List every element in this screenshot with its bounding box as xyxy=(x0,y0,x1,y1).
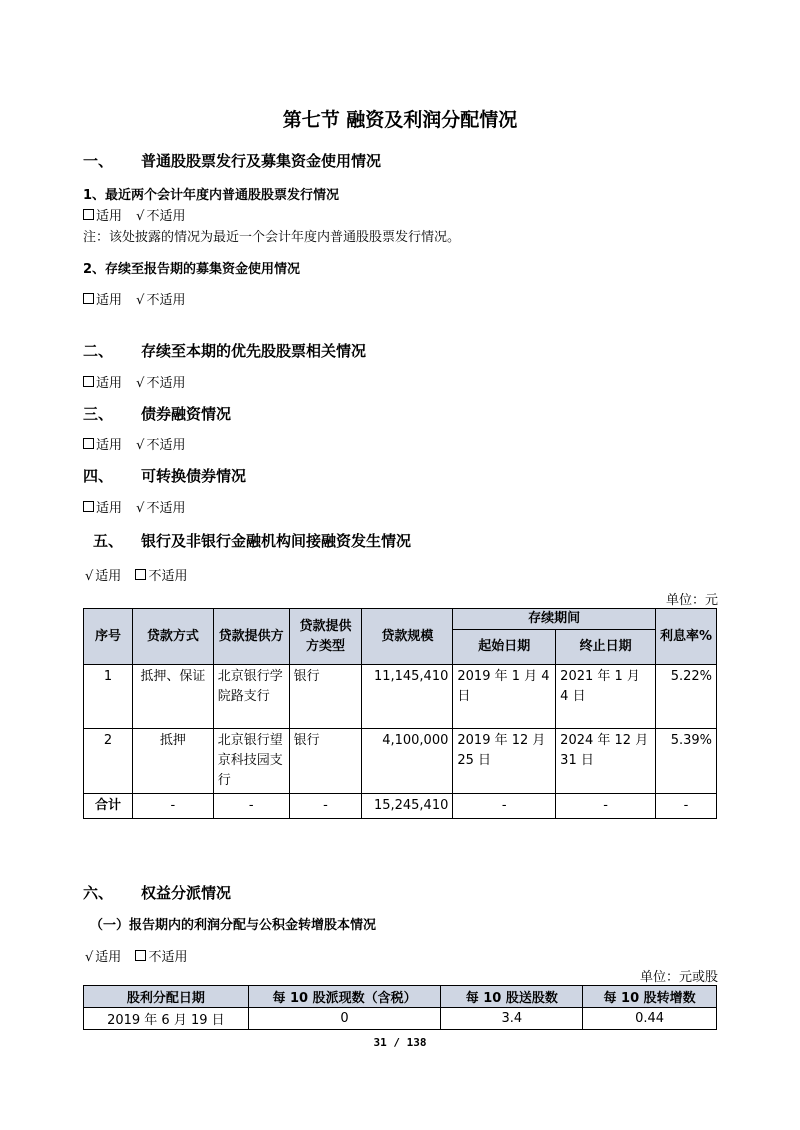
unchecked-box-icon xyxy=(83,438,94,449)
cell-no: 1 xyxy=(84,665,133,729)
header-period: 存续期间 xyxy=(453,609,656,630)
cell-total-amount: 15,245,410 xyxy=(362,794,453,819)
cell-lender: 北京银行望京科技园支行 xyxy=(213,729,289,794)
unchecked-box-icon xyxy=(83,293,94,304)
section-5-title: 银行及非银行金融机构间接融资发生情况 xyxy=(141,532,412,550)
table-row xyxy=(84,1008,717,1030)
unchecked-box-icon xyxy=(135,950,146,961)
section-3-title: 债券融资情况 xyxy=(141,405,232,423)
header-start: 起始日期 xyxy=(453,630,556,665)
cell-lender: 北京银行学院路支行 xyxy=(213,665,289,729)
checkmark-icon: √ xyxy=(85,950,94,965)
s3-options xyxy=(83,434,185,453)
section-6-heading xyxy=(83,882,231,903)
section-6-number: 六、 xyxy=(83,884,114,902)
option-applicable: 适用 xyxy=(96,209,123,224)
table-total-row xyxy=(84,794,717,819)
cell-lender-type: 银行 xyxy=(289,729,362,794)
section-6-sub1: （一）报告期内的利润分配与公积金转增股本情况 xyxy=(90,918,377,933)
option-applicable: 适用 xyxy=(96,293,123,308)
s6-unit: 单位：元或股 xyxy=(639,970,718,985)
header-end: 终止日期 xyxy=(556,630,656,665)
section-4-heading xyxy=(83,465,246,486)
page-title: 第七节 融资及利润分配情况 xyxy=(282,109,518,131)
cell-amount: 11,145,410 xyxy=(362,665,453,729)
section-2-heading xyxy=(83,340,366,361)
dividend-header-row xyxy=(84,986,717,1008)
s2-options xyxy=(83,372,185,391)
cell-start: 2019 年 12 月 25 日 xyxy=(453,729,556,794)
option-not-applicable: 不适用 xyxy=(146,501,186,516)
section-2-title: 存续至本期的优先股股票相关情况 xyxy=(141,342,367,360)
cell-dash: - xyxy=(213,794,289,819)
section-6-title: 权益分派情况 xyxy=(141,884,232,902)
cell-dash: - xyxy=(289,794,362,819)
option-not-applicable: 不适用 xyxy=(146,376,186,391)
checkmark-icon: √ xyxy=(136,438,145,453)
option-not-applicable: 不适用 xyxy=(146,293,186,308)
unchecked-box-icon xyxy=(83,209,94,220)
cell-end: 2021 年 1 月 4 日 xyxy=(556,665,656,729)
cell-method: 抵押 xyxy=(132,729,213,794)
option-not-applicable: 不适用 xyxy=(148,569,188,584)
header-transfer-per-10: 每 10 股转增数 xyxy=(583,986,717,1008)
section-1-title: 普通股股票发行及募集资金使用情况 xyxy=(141,152,382,170)
cell-dash: - xyxy=(453,794,556,819)
page-number: 31 / 138 xyxy=(373,1036,427,1049)
option-not-applicable: 不适用 xyxy=(146,209,186,224)
section-3-heading xyxy=(83,403,231,424)
cell-dash: - xyxy=(556,794,656,819)
header-bonus-per-10: 每 10 股送股数 xyxy=(441,986,583,1008)
section-5-heading xyxy=(93,530,411,551)
checkmark-icon: √ xyxy=(136,293,145,308)
header-method: 贷款方式 xyxy=(132,609,213,665)
cell-dividend-date: 2019 年 6 月 19 日 xyxy=(84,1008,249,1030)
header-cash-per-10: 每 10 股派现数（含税） xyxy=(248,986,441,1008)
section-4-title: 可转换债券情况 xyxy=(141,467,247,485)
option-applicable: 适用 xyxy=(95,569,122,584)
section-4-number: 四、 xyxy=(83,467,114,485)
cell-rate: 5.39% xyxy=(655,729,716,794)
unchecked-box-icon xyxy=(83,376,94,387)
s5-options xyxy=(85,565,187,584)
section-3-number: 三、 xyxy=(83,405,114,423)
cell-bonus: 3.4 xyxy=(441,1008,583,1030)
option-applicable: 适用 xyxy=(96,438,123,453)
cell-dash: - xyxy=(132,794,213,819)
unchecked-box-icon xyxy=(135,569,146,580)
s1-sub2-options xyxy=(83,289,185,308)
dividend-table xyxy=(83,985,717,1030)
option-applicable: 适用 xyxy=(96,501,123,516)
s5-unit: 单位：元 xyxy=(665,593,718,608)
s6-options xyxy=(85,946,187,965)
table-row xyxy=(84,665,717,729)
header-lender: 贷款提供方 xyxy=(213,609,289,665)
section-1-note: 注：该处披露的情况为最近一个会计年度内普通股股票发行情况。 xyxy=(83,230,461,245)
cell-no: 2 xyxy=(84,729,133,794)
header-rate: 利息率% xyxy=(655,609,716,665)
option-not-applicable: 不适用 xyxy=(148,950,188,965)
section-1-sub1: 1、最近两个会计年度内普通股股票发行情况 xyxy=(83,188,340,203)
section-1-number: 一、 xyxy=(83,152,114,170)
cell-lender-type: 银行 xyxy=(289,665,362,729)
s4-options xyxy=(83,497,185,516)
cell-dash: - xyxy=(655,794,716,819)
header-dividend-date: 股利分配日期 xyxy=(84,986,249,1008)
checkmark-icon: √ xyxy=(136,501,145,516)
section-2-number: 二、 xyxy=(83,342,114,360)
checkmark-icon: √ xyxy=(136,209,145,224)
checkmark-icon: √ xyxy=(85,569,94,584)
option-applicable: 适用 xyxy=(95,950,122,965)
option-applicable: 适用 xyxy=(96,376,123,391)
header-no: 序号 xyxy=(84,609,133,665)
cell-cash: 0 xyxy=(248,1008,441,1030)
table-row xyxy=(84,729,717,794)
section-1-sub2: 2、存续至报告期的募集资金使用情况 xyxy=(83,262,301,277)
loan-table xyxy=(83,608,717,819)
loan-table-header-row xyxy=(84,609,717,630)
header-lender-type: 贷款提供方类型 xyxy=(289,609,362,665)
cell-amount: 4,100,000 xyxy=(362,729,453,794)
checkmark-icon: √ xyxy=(136,376,145,391)
s1-sub1-options xyxy=(83,205,185,224)
header-amount: 贷款规模 xyxy=(362,609,453,665)
cell-transfer: 0.44 xyxy=(583,1008,717,1030)
section-1-heading xyxy=(83,150,381,171)
cell-total-label: 合计 xyxy=(84,794,133,819)
unchecked-box-icon xyxy=(83,501,94,512)
section-5-number: 五、 xyxy=(93,532,124,550)
cell-start: 2019 年 1 月 4 日 xyxy=(453,665,556,729)
cell-end: 2024 年 12 月 31 日 xyxy=(556,729,656,794)
option-not-applicable: 不适用 xyxy=(146,438,186,453)
cell-rate: 5.22% xyxy=(655,665,716,729)
cell-method: 抵押、保证 xyxy=(132,665,213,729)
